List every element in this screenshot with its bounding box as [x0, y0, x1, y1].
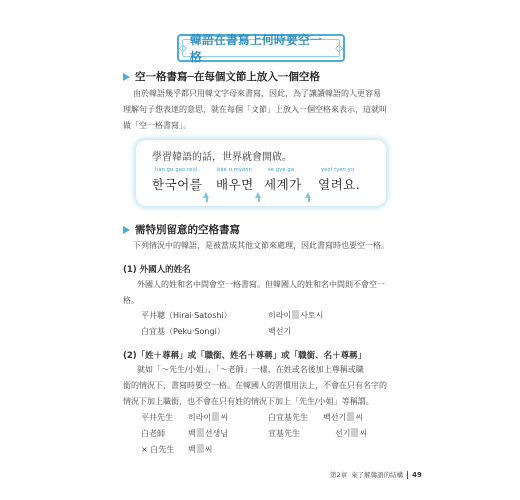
title-row-2-ko1b: 선생님	[204, 429, 228, 438]
page-number: 49	[412, 470, 422, 479]
title-row-3-zh1: × 白先生	[141, 445, 175, 454]
title-row-1-ko1a: 히라이	[188, 413, 212, 422]
title-row-1-ko2a: 백선기	[323, 413, 347, 422]
title-row-1-zh2: 白宜基先生	[268, 413, 308, 422]
title-row-1-ko2	[323, 412, 363, 423]
romanization-2: bae u myeon	[217, 167, 252, 173]
space-marker-icon	[347, 412, 354, 421]
title-deco-left-icon: ◇	[179, 42, 190, 54]
title-row-1-ko1b: 씨	[220, 413, 228, 422]
space-marker-icon	[292, 310, 299, 319]
section2-heading	[123, 222, 240, 237]
romanization-1: han gu geo reul	[155, 167, 198, 173]
space-arrow-3-icon	[305, 192, 311, 202]
space-marker-icon	[351, 428, 358, 437]
name-row-2-zh: 白宜基（Peku‧Songi）	[141, 327, 225, 336]
title-row-1-ko2b: 씨	[355, 413, 363, 422]
name-row-1-zh: 平井聰（Hirai‧Satoshi）	[141, 311, 232, 320]
name-row-1-ko-family: 히라이	[268, 311, 292, 320]
page-title-box	[177, 34, 345, 62]
title-row-2-ko2b: 씨	[359, 429, 368, 438]
romanization-3: se gye ga	[268, 167, 295, 173]
item2-para-line-2: 銜的情況下，書寫時要空一格。在韓國人的習慣用法上，不會在只有名字的	[123, 381, 387, 390]
space-marker-icon	[197, 428, 204, 437]
page-footer	[330, 470, 422, 479]
page-title: 韓語在書寫上何時要空一格	[189, 33, 322, 64]
item1-heading: (1) 外國人的姓名	[123, 265, 191, 275]
section1-para-line-1: 由於韓語幾乎都只用韓文字母來書寫，因此，為了讓讀韓語的人更容易	[133, 89, 381, 98]
title-row-3-ko1a: 백	[188, 445, 196, 454]
title-row-2-ko1a: 백	[188, 429, 196, 438]
korean-word-3: 세계가	[264, 177, 302, 192]
section1-heading	[123, 69, 320, 84]
title-row-3-ko1b: 씨	[204, 445, 213, 454]
section1-para-line-2: 理解句子想表達的意思，就在每個「文節」上放入一個空格來表示，這就叫	[123, 105, 387, 114]
item1-para-line-2: 格。	[123, 296, 139, 305]
item2-para-line-1: 就如「～先生/小姐」、「～老師」一樣，在姓或名後加上尊稱或職	[137, 365, 364, 374]
romanization-4: yeol ryeo yo	[321, 167, 355, 173]
footer-chapter: 第2章	[330, 471, 348, 479]
item2-heading: (2)「姓＋尊稱」或「職銜、姓名＋尊稱」或「職銜、名＋尊稱」	[123, 351, 367, 361]
footer-divider	[407, 471, 408, 479]
space-marker-icon	[197, 444, 204, 453]
korean-word-1: 한국어를	[152, 177, 203, 192]
item1-para-line-1: 外國人的姓和名中間會空一格書寫。但韓國人的姓和名中間則不會空一	[137, 280, 385, 289]
item2-para-line-3: 情況下加上職銜，也不會在只有姓的情況下加上「先生/小姐」等稱謂。	[123, 397, 374, 406]
space-marker-icon	[212, 412, 219, 421]
title-row-1-zh1: 平井先生	[141, 413, 173, 422]
name-row-1-ko	[268, 310, 323, 321]
title-row-1-ko1	[188, 412, 228, 423]
triangle-bullet-icon	[123, 73, 130, 81]
name-row-1-ko-given: 사토시	[300, 311, 324, 320]
title-row-2-ko2a: 선기	[335, 429, 351, 438]
section2-heading-text: 需特別留意的空格書寫	[135, 224, 240, 236]
footer-chapter-title: 來了解韓語的結構	[351, 471, 404, 479]
space-arrow-2-icon	[255, 192, 261, 202]
title-row-3-ko1	[188, 444, 212, 455]
section1-heading-text: 空一格書寫─在每個文節上放入一個空格	[135, 71, 320, 83]
triangle-bullet-icon	[123, 226, 130, 234]
example-chinese: 學習韓語的話，世界就會開啟。	[152, 152, 292, 163]
space-arrow-1-icon	[203, 192, 209, 202]
name-row-2-ko: 백선기	[268, 327, 292, 336]
section1-para-line-3: 做「空一格書寫」。	[123, 121, 191, 130]
korean-word-2: 배우면	[216, 177, 254, 192]
korean-word-4: 열려요.	[318, 177, 361, 192]
section2-para: 下列情況中的韓語，是被當成其他文節來處理，因此書寫時也要空一格。	[133, 241, 389, 250]
title-row-2-zh1: 白老師	[141, 429, 165, 438]
title-row-2-zh2: 宣基先生	[268, 429, 300, 438]
title-deco-right-icon: ◇	[332, 42, 343, 54]
title-row-2-ko1	[188, 428, 228, 439]
title-row-2-ko2	[335, 428, 367, 439]
